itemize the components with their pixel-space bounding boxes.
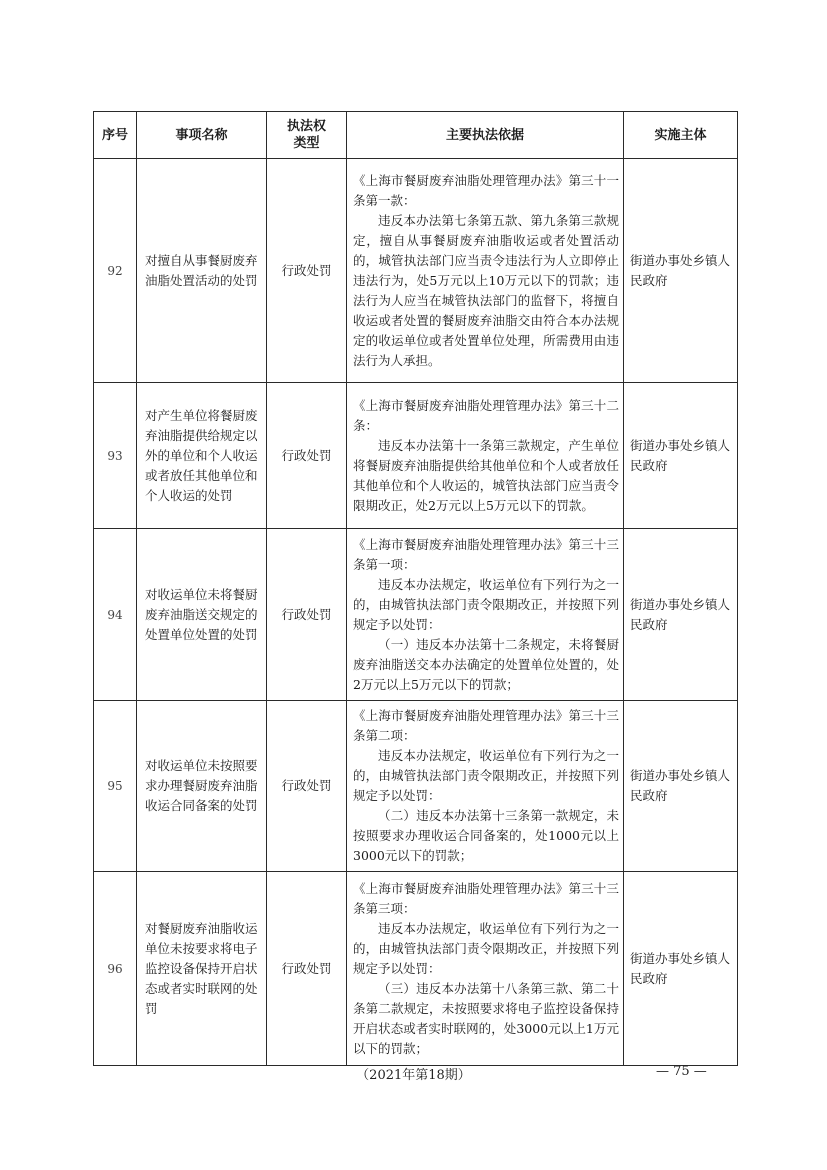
regulation-table-container	[93, 111, 737, 1066]
basis-paragraph: （一）违反本办法第十二条规定，未将餐厨废弃油脂送交本办法确定的处置单位处置的，处2万元以上5万元以下的罚款；	[353, 636, 619, 692]
header-seq: 序号	[94, 112, 137, 159]
header-basis: 主要执法依据	[347, 112, 624, 159]
table-header-row	[94, 112, 738, 159]
row-power-type: 行政处罚	[267, 383, 347, 529]
row-legal-basis	[347, 701, 624, 872]
basis-citation: 《上海市餐厨废弃油脂处理管理办法》第三十三条第二项：	[353, 708, 619, 743]
row-seq: 96	[94, 872, 137, 1066]
table-row	[94, 529, 738, 701]
row-item-name: 对收运单位未按照要求办理餐厨废弃油脂收运合同备案的处罚	[137, 701, 267, 872]
basis-citation: 《上海市餐厨废弃油脂处理管理办法》第三十二条：	[353, 397, 619, 433]
basis-paragraph: 违反本办法规定，收运单位有下列行为之一的，由城管执法部门责令限期改正，并按照下列规定予以处罚：	[353, 748, 619, 803]
basis-citation: 《上海市餐厨废弃油脂处理管理办法》第三十三条第一项：	[353, 536, 619, 572]
row-power-type: 行政处罚	[267, 701, 347, 872]
issue-number: （2021年第18期）	[356, 1068, 471, 1083]
row-implementing-body: 街道办事处乡镇人民政府	[624, 383, 738, 529]
row-legal-basis	[347, 872, 624, 1066]
row-item-name: 对擅自从事餐厨废弃油脂处置活动的处罚	[137, 159, 267, 383]
row-item-name: 对收运单位未将餐厨废弃油脂送交规定的处置单位处置的处罚	[137, 529, 267, 701]
header-type-line2: 类型	[293, 136, 320, 151]
row-item-name: 对餐厨废弃油脂收运单位未按要求将电子监控设备保持开启状态或者实时联网的处罚	[137, 872, 267, 1066]
header-type	[267, 112, 347, 159]
table-row	[94, 383, 738, 529]
row-seq: 94	[94, 529, 137, 701]
row-implementing-body: 街道办事处乡镇人民政府	[624, 872, 738, 1066]
basis-paragraph: （三）违反本办法第十八条第三款、第二十条第二款规定，未按照要求将电子监控设备保持开启状态或者实时联网的，处3000元以上1万元以下的罚款；	[353, 980, 619, 1056]
row-item-name: 对产生单位将餐厨废弃油脂提供给规定以外的单位和个人收运或者放任其他单位和个人收运的处罚	[137, 383, 267, 529]
row-power-type: 行政处罚	[267, 872, 347, 1066]
basis-paragraph: 违反本办法规定，收运单位有下列行为之一的，由城管执法部门责令限期改正，并按照下列规定予以处罚：	[353, 576, 619, 632]
header-type-line1: 执法权	[286, 119, 326, 134]
row-power-type: 行政处罚	[267, 159, 347, 383]
row-implementing-body: 街道办事处乡镇人民政府	[624, 701, 738, 872]
basis-paragraph: （二）违反本办法第十三条第一款规定，未按照要求办理收运合同备案的，处1000元以上3000元以下的罚款；	[353, 808, 619, 863]
row-seq: 93	[94, 383, 137, 529]
page-number: — 75 —	[656, 1064, 707, 1079]
header-name: 事项名称	[137, 112, 267, 159]
table-row	[94, 159, 738, 383]
row-seq: 95	[94, 701, 137, 872]
basis-paragraph: 违反本办法规定，收运单位有下列行为之一的，由城管执法部门责令限期改正，并按照下列规定予以处罚：	[353, 920, 619, 976]
table-row	[94, 872, 738, 1066]
row-implementing-body: 街道办事处乡镇人民政府	[624, 529, 738, 701]
row-implementing-body: 街道办事处乡镇人民政府	[624, 159, 738, 383]
row-seq: 92	[94, 159, 137, 383]
row-power-type: 行政处罚	[267, 529, 347, 701]
enforcement-items-table	[93, 111, 738, 1066]
row-legal-basis	[347, 159, 624, 383]
table-row	[94, 701, 738, 872]
header-org: 实施主体	[624, 112, 738, 159]
row-legal-basis	[347, 529, 624, 701]
basis-paragraph: 违反本办法第十一条第三款规定，产生单位将餐厨废弃油脂提供给其他单位和个人或者放任其他单位和个人收运的，城管执法部门应当责令限期改正，处2万元以上5万元以下的罚款。	[353, 437, 619, 513]
basis-paragraph: 违反本办法第七条第五款、第九条第三款规定，擅自从事餐厨废弃油脂收运或者处置活动的，城管执法部门应当责令违法行为人立即停止违法行为，处5万元以上10万元以下的罚款；违法行为人应当在城管执法部门的监督下，将擅自收运或者处置的餐厨废弃油脂交由符合本办法规定的收运单位或者处置单位处理，所需费用由违法行为人承担。	[353, 212, 619, 368]
basis-citation: 《上海市餐厨废弃油脂处理管理办法》第三十一条第一款：	[353, 172, 619, 208]
row-legal-basis	[347, 383, 624, 529]
basis-citation: 《上海市餐厨废弃油脂处理管理办法》第三十三条第三项：	[353, 880, 619, 916]
